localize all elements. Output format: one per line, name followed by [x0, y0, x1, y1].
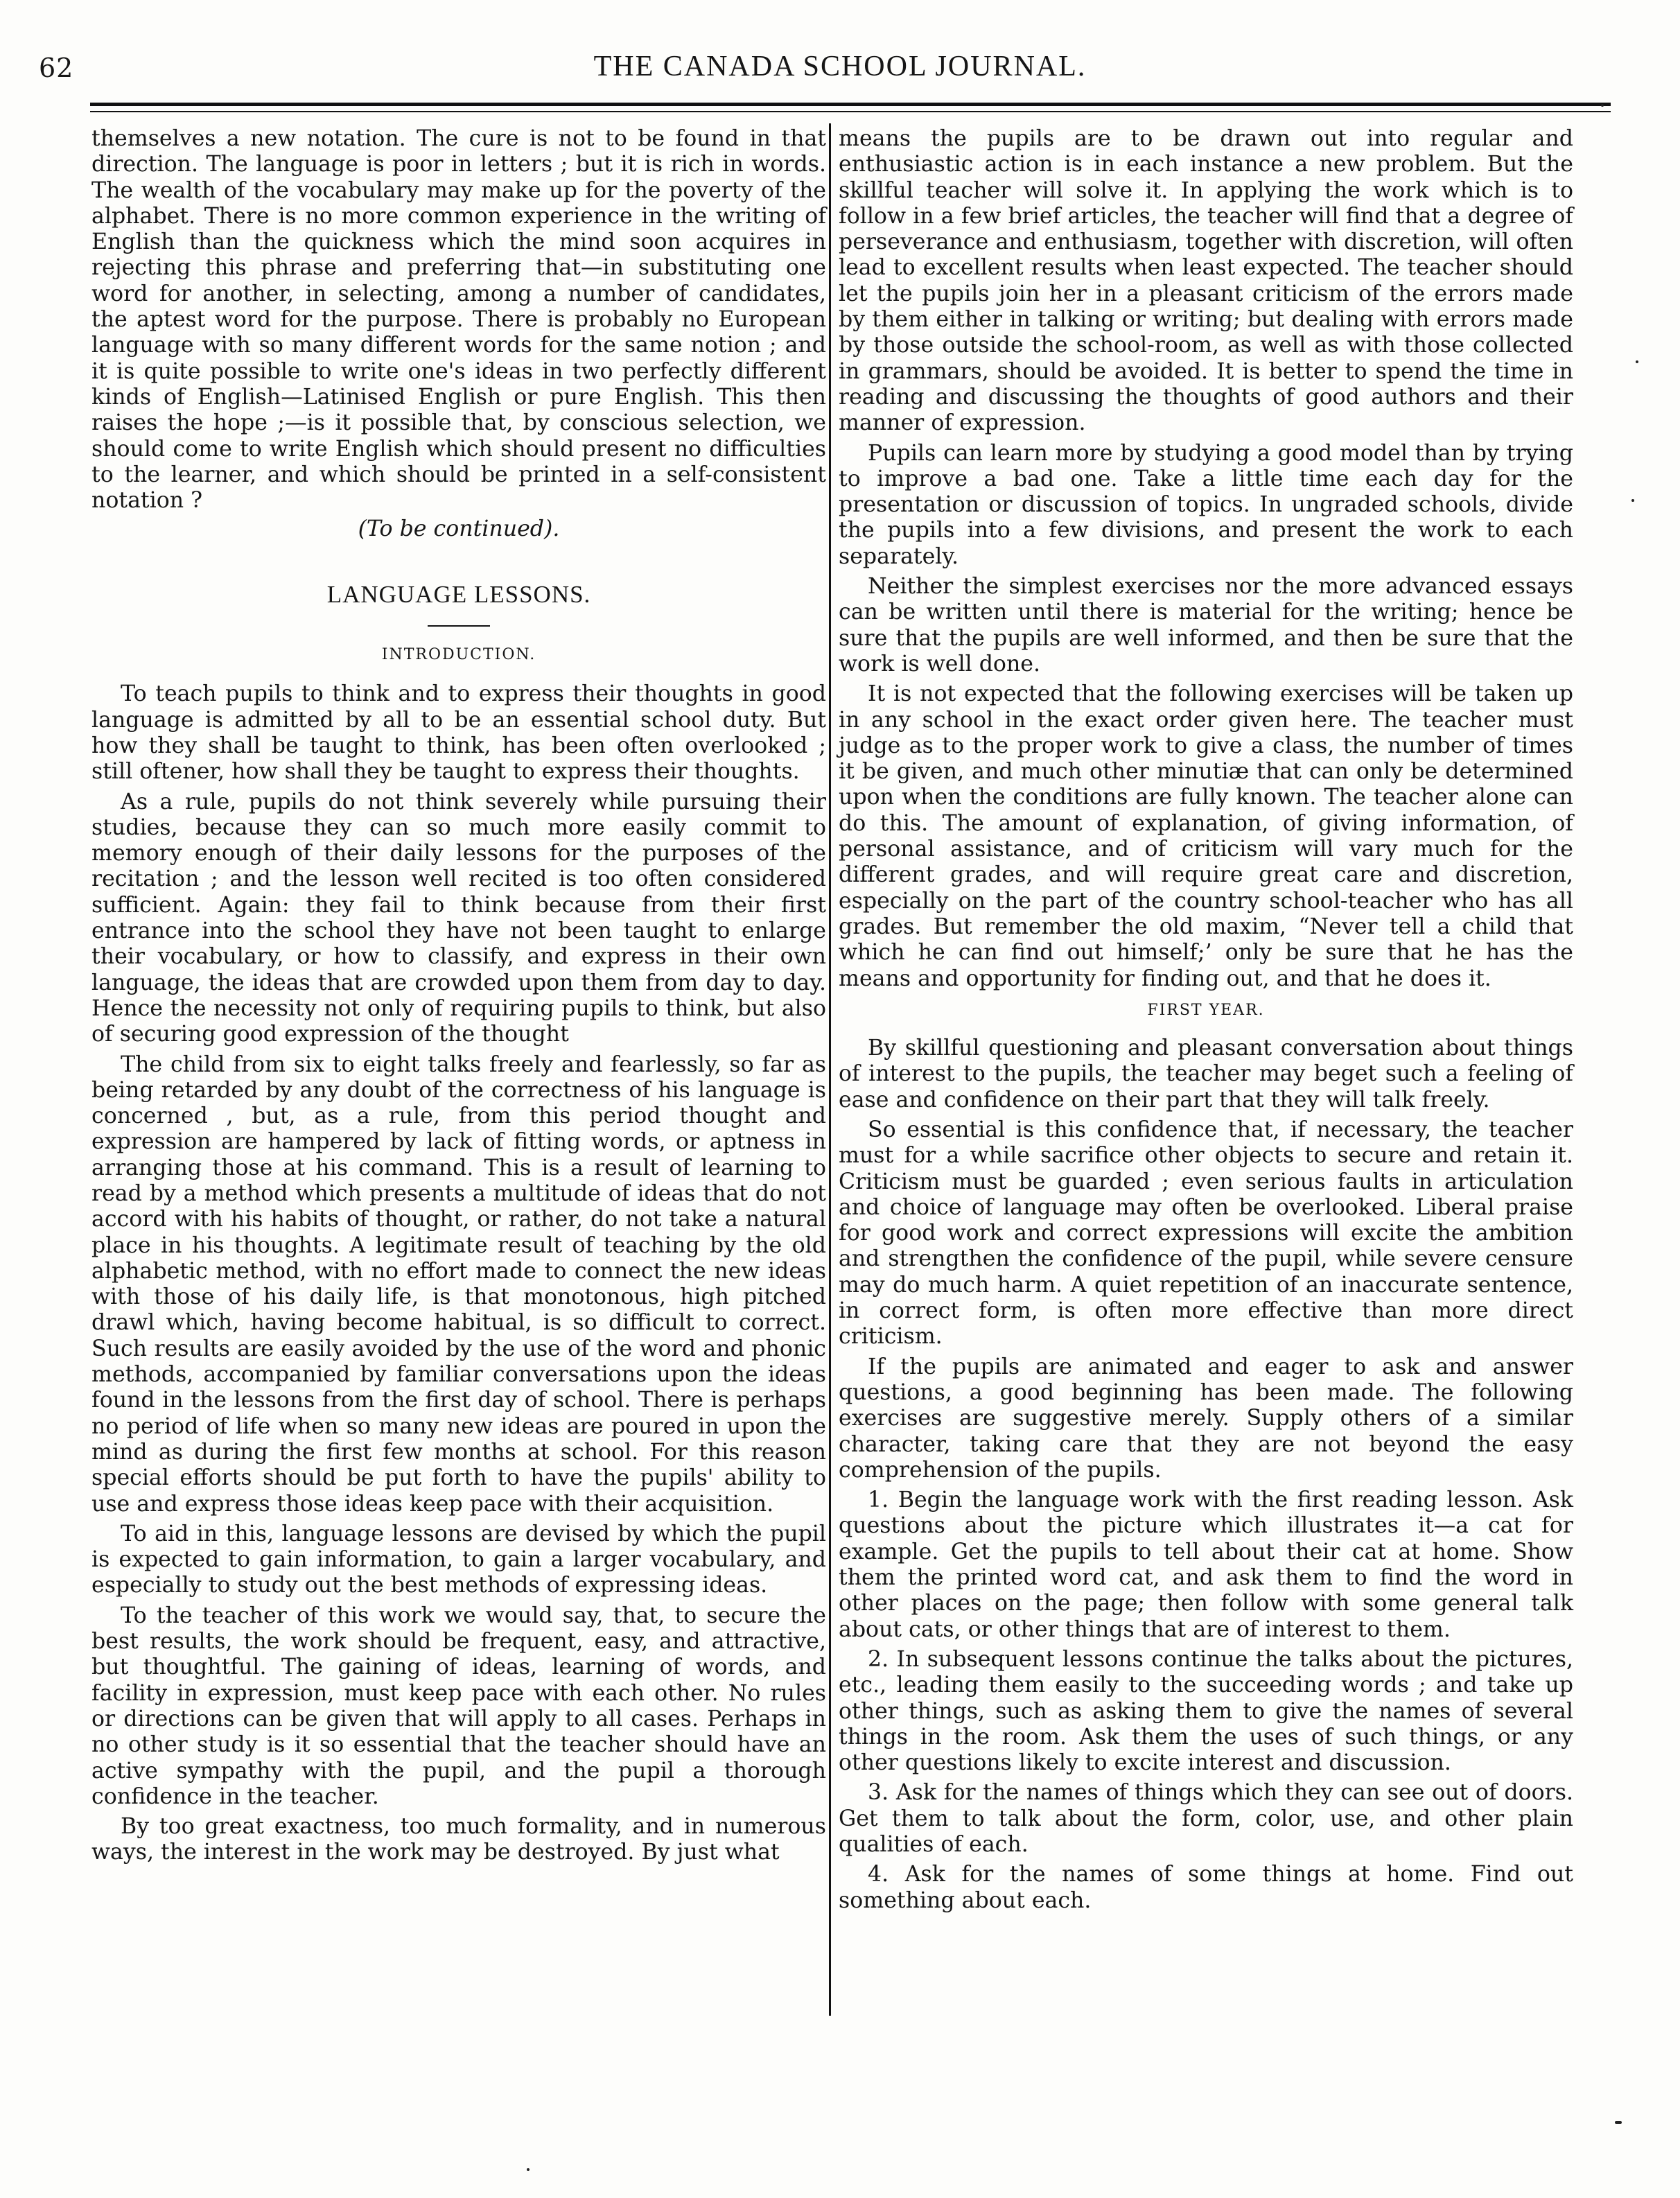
paragraph: The child from six to eight talks freely and fearlessly, so far as being retarded by any doubt of the correctness of his language is concerned , but, as a rule, from this period thought and expression are hampered by lack of fitting words, or aptness in arranging those at his command. This is a result of learning to read by a method which presents a multitude of ideas that do not accord with his habits of thought, or rather, do not take a natural place in his thoughts. A legitimate result of teaching by the old alphabetic method, with no effort made to connect the new ideas with those of his daily life, is that monotonous, high pitched drawl which, having become habitual, is so difficult to correct. Such results are easily avoided by the use of the word and phonic methods, accompanied by familiar conversations upon the ideas found in the lessons from the first day of school. There is perhaps no period of life when so many new ideas are poured in upon the mind as during the first few months at school. For this reason special efforts should be put forth to have the pupils' ability to use and express those ideas keep pace with their acquisition. [91, 1052, 826, 1517]
paragraph: To aid in this, language lessons are devised by which the pupil is expected to gain information, to gain a larger vocabulary, and especially to study out the best methods of expressing ideas. [91, 1521, 826, 1598]
list-item: 3. Ask for the names of things which they can see out of doors. Get them to talk about the form, color, use, and other plain qualities of each. [839, 1780, 1573, 1857]
column-divider [829, 123, 831, 2016]
header-rule-thick [90, 103, 1611, 106]
paragraph: themselves a new notation. The cure is not to be found in that direction. The language is poor in letters ; but it is rich in words. The wealth of the vocabulary may make up for the poverty of the alphabet. There is no more common experience in the writing of English than the quickness which the mind soon acquires in rejecting this phrase and preferring that—in substituting one word for another, in selecting, among a number of candidates, the aptest word for the purpose. There is probably no European language with so many different words for the same notion ; and it is quite possible to write one's ideas in two perfectly different kinds of English—Latinised English or pure English. This then raises the hope ;—is it possible that, by conscious selection, we should come to write English which should present no difficulties to the learner, and which should be printed in a self-consistent notation ? [91, 126, 826, 514]
paragraph: If the pupils are animated and eager to ask and answer questions, a good beginning has been made. The following exercises are suggestive merely. Supply others of a similar character, taking care that they are not beyond the easy comprehension of the pupils. [839, 1354, 1573, 1483]
subheading-introduction: INTRODUCTION. [381, 646, 536, 664]
section-title: LANGUAGE LESSONS. [326, 580, 591, 608]
subheading-first-year: FIRST YEAR. [1147, 1001, 1265, 1019]
print-speck [1601, 104, 1604, 107]
section-rule [428, 625, 490, 627]
print-speck [1636, 360, 1638, 363]
paragraph: means the pupils are to be drawn out into regular and enthusiastic action is in each instance a new problem. But the skillful teacher will solve it. In applying the work which is to follow in a few brief articles, the teacher will find that a degree of perseverance and enthusiasm, together with discretion, will often lead to excellent results when least expected. The teacher should let the pupils join her in a pleasant criticism of the errors made by them either in talking or writing; but dealing with errors made by those outside the school-room, as well as with those collected in grammars, should be avoided. It is better to spend the time in reading and discussing the thoughts of good authors and their manner of expression. [839, 126, 1573, 436]
paragraph: To teach pupils to think and to express their thoughts in good language is admitted by all to be an essential school duty. But how they shall be taught to think, has been often overlooked ; still oftener, how shall they be taught to express their thoughts. [91, 681, 826, 785]
print-speck [527, 2168, 530, 2171]
paragraph: By too great exactness, too much formality, and in numerous ways, the interest in the work may be destroyed. By just what [91, 1814, 826, 1865]
paragraph: It is not expected that the following exercises will be taken up in any school in the exact order given here. The teacher must judge as to the proper work to give a class, the number of times it be given, and much other minutiæ that can only be determined upon when the conditions are fully known. The teacher alone can do this. The amount of explanation, of giving information, of personal assistance, and of criticism will vary much for the different grades, and will require great care and discretion, especially on the part of the country school-teacher who has all grades. But remember the old maxim, “Never tell a child that which he can find out himself;’ only be sure that he has the means and opportunity for finding out, and that he does it. [839, 681, 1573, 991]
print-speck [1615, 2121, 1622, 2124]
paragraph: So essential is this confidence that, if necessary, the teacher must for a while sacrifice other objects to secure and retain it. Criticism must be guarded ; even serious faults in articulation and choice of language may often be overlooked. Liberal praise for good work and correct expressions will excite the ambition and strengthen the confidence of the pupil, while severe censure may do much harm. A quiet repetition of an inaccurate sentence, in correct form, is often more effective than more direct criticism. [839, 1117, 1573, 1350]
right-column [839, 126, 1573, 1914]
list-item: 2. In subsequent lessons continue the talks about the pictures, etc., leading them easily to the succeeding words ; and take up other things, such as asking them to give the names of several things in the room. Ask them the uses of such things, or any other questions likely to excite interest and discussion. [839, 1646, 1573, 1776]
paragraph: Pupils can learn more by studying a good model than by trying to improve a bad one. Take a little time each day for the presentation or discussion of topics. In ungraded schools, divide the pupils into a few divisions, and present the work to each separately. [839, 440, 1573, 569]
paragraph: Neither the simplest exercises nor the more advanced essays can be written until there is material for the writing; hence be sure that the pupils are well informed, and then be sure that the work is well done. [839, 574, 1573, 677]
header-rule-thin [90, 111, 1611, 112]
print-speck [1631, 499, 1634, 502]
list-item: 1. Begin the language work with the first reading lesson. Ask questions about the picture which illustrates it—a cat for example. Get the pupils to tell about their cat at home. Show them the printed word cat, and ask them to find the word in other places on the page; then follow with some general talk about cats, or other things that are of interest to them. [839, 1488, 1573, 1642]
paragraph: To the teacher of this work we would say, that, to secure the best results, the work should be frequent, easy, and attractive, but thoughtful. The gaining of ideas, learning of words, and facility in expression, must keep pace with each other. No rules or directions can be given that will apply to all cases. Perhaps in no other study is it so essential that the teacher should have an active sympathy with the pupil, and the pupil a thorough confidence in the teacher. [91, 1603, 826, 1809]
list-item: 4. Ask for the names of some things at home. Find out something about each. [839, 1862, 1573, 1913]
paragraph: As a rule, pupils do not think severely while pursuing their studies, because they can so much more easily commit to memory enough of their daily lessons for the purposes of the recitation ; and the lesson well recited is too often considered sufficient. Again: they fail to think because from their first entrance into the school they have not been taught to enlarge their vocabulary, or how to classify, and express in their own language, the ideas that are crowded upon them from day to day. Hence the necessity not only of requiring pupils to think, but also of securing good expression of the thought [91, 789, 826, 1047]
running-title: THE CANADA SCHOOL JOURNAL. [593, 51, 1087, 82]
paragraph: By skillful questioning and pleasant conversation about things of interest to the pupils, the teacher may beget such a feeling of ease and confidence on their part that they will talk freely. [839, 1036, 1573, 1113]
continued-note: (To be continued). [358, 516, 560, 542]
page-number: 62 [39, 53, 74, 83]
left-column [91, 126, 826, 1866]
